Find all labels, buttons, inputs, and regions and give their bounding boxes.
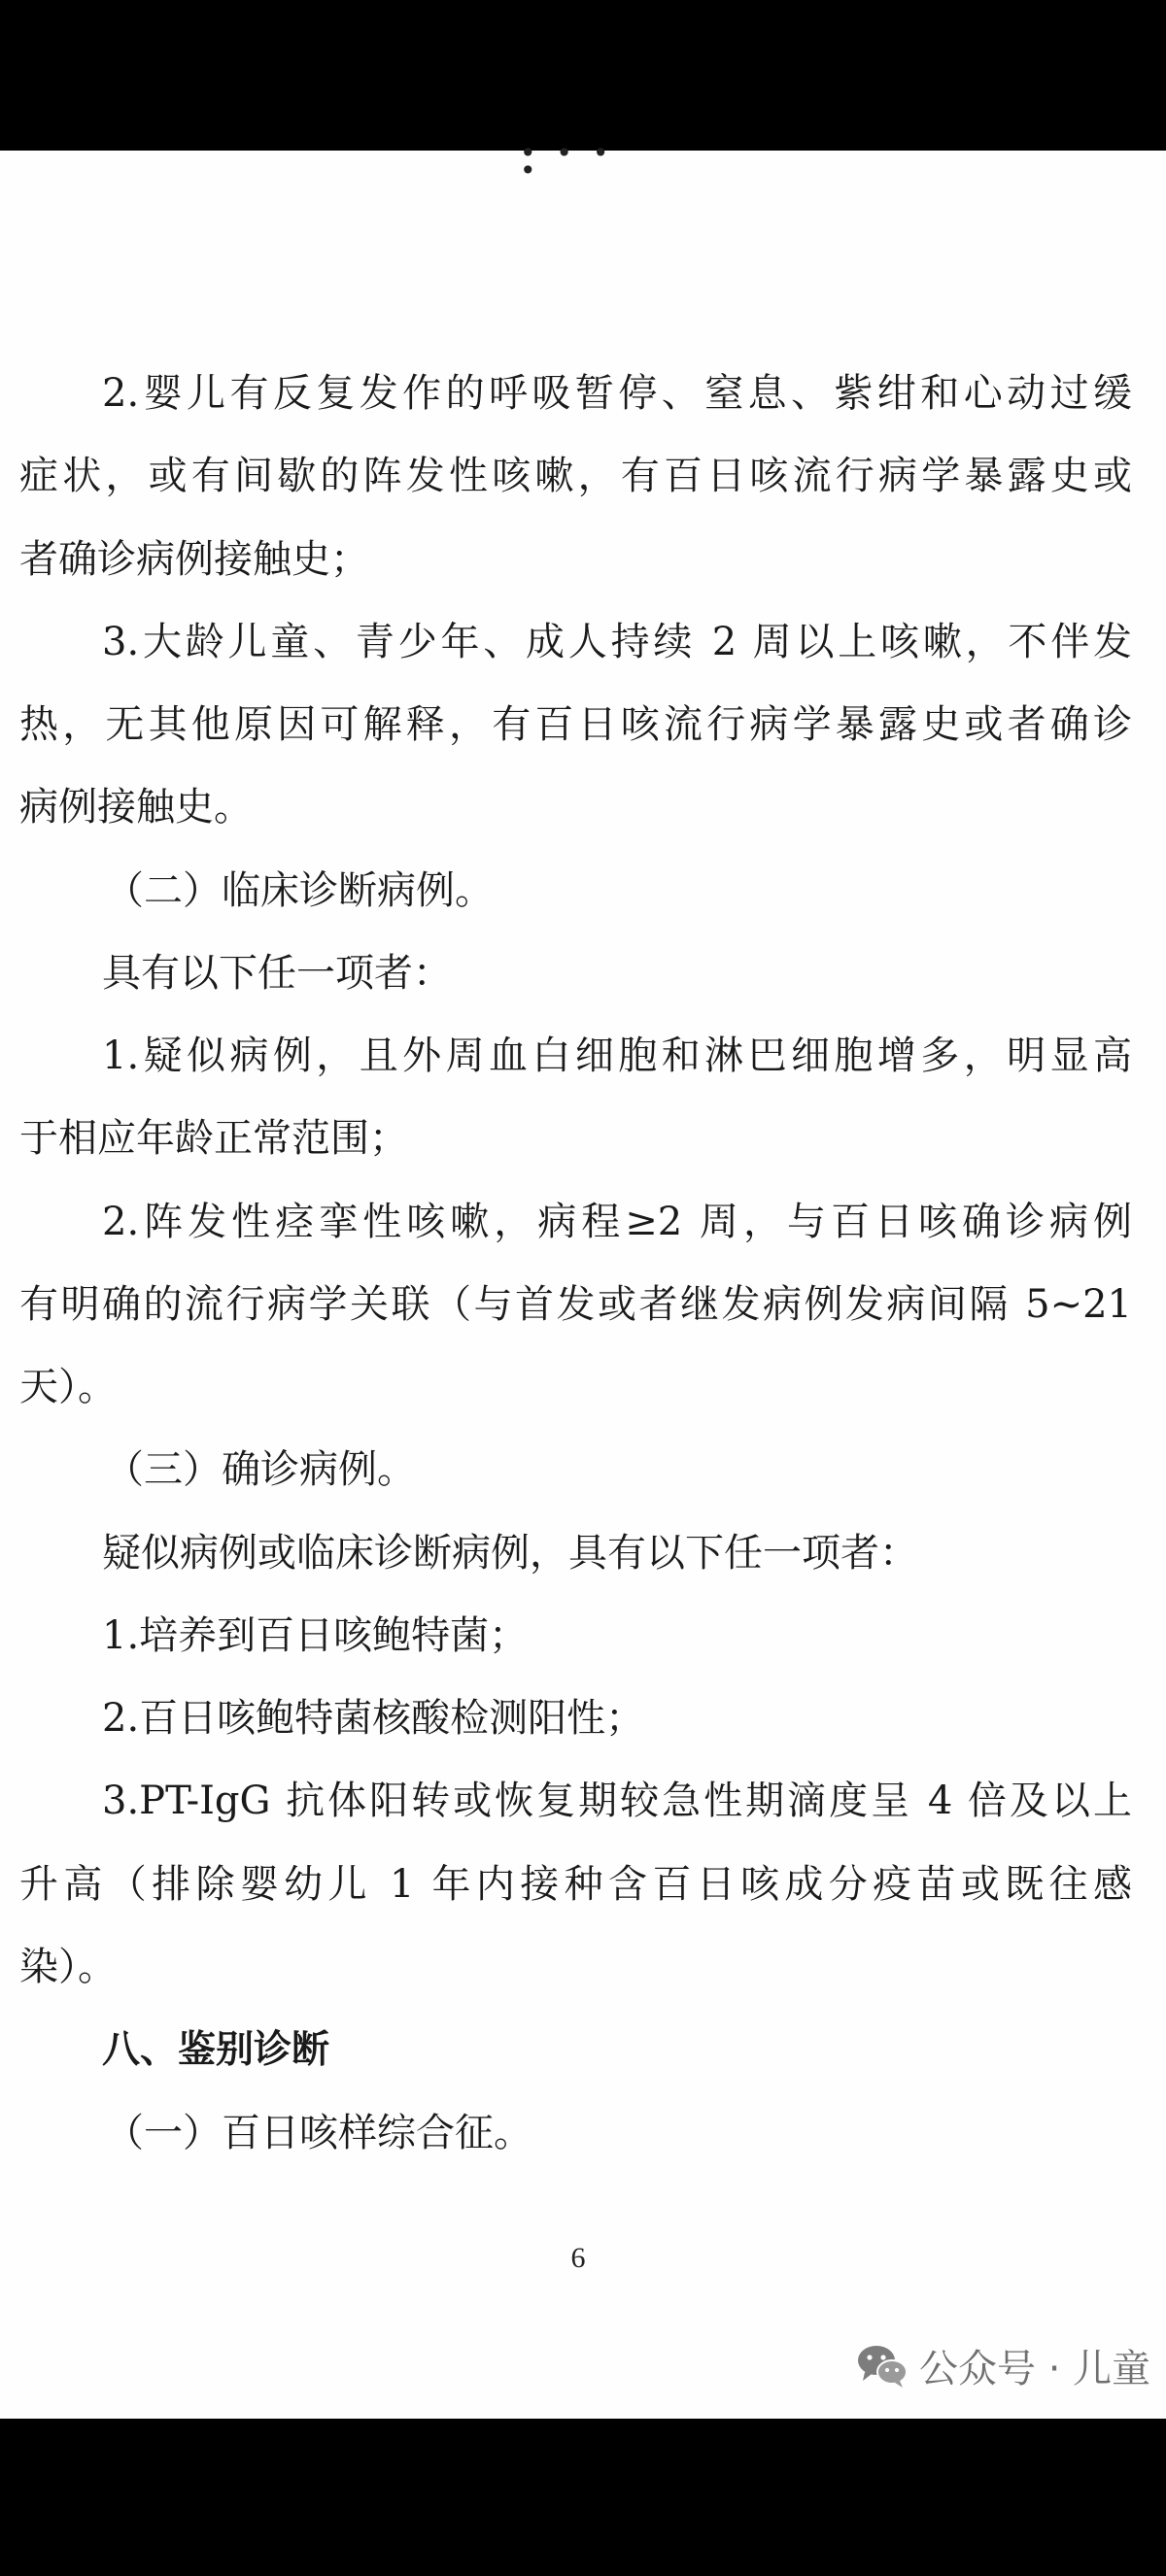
wechat-logo-icon	[855, 2342, 909, 2389]
paragraph-line: 3.PT-IgG 抗体阳转或恢复期较急性期滴度呈 4 倍及以上	[102, 1779, 1132, 1823]
document-page	[0, 137, 1166, 2419]
cropped-header-fragment: • • • •	[520, 137, 615, 186]
paragraph-line: 热，无其他原因可解释，有百日咳流行病学暴露史或者确诊	[19, 702, 1132, 747]
watermark-text: 公众号 · 儿童	[919, 2346, 1151, 2391]
subsection-title: （三）确诊病例。	[105, 1447, 416, 1492]
subsection-title: （二）临床诊断病例。	[105, 868, 494, 913]
paragraph-line: 者确诊病例接触史；	[19, 537, 369, 582]
paragraph-line: 疑似病例或临床诊断病例，具有以下任一项者：	[102, 1531, 918, 1576]
paragraph-line: 1.培养到百日咳鲍特菌；	[102, 1613, 529, 1658]
paragraph-line: 3.大龄儿童、青少年、成人持续 2 周以上咳嗽，不伴发	[102, 620, 1132, 664]
paragraph-line: 升高（排除婴幼儿 1 年内接种含百日咳成分疫苗或既往感	[19, 1862, 1132, 1907]
paragraph-line: 1.疑似病例，且外周血白细胞和淋巴细胞增多，明显高	[102, 1034, 1132, 1078]
paragraph-line: 2.百日咳鲍特菌核酸检测阳性；	[102, 1696, 645, 1741]
page-number: 6	[570, 2242, 586, 2274]
paragraph-line: 2.阵发性痉挛性咳嗽，病程≥2 周，与百日咳确诊病例	[102, 1200, 1132, 1244]
wechat-watermark	[855, 2336, 1150, 2394]
paragraph-line: 病例接触史。	[19, 785, 253, 830]
subsection-title: （一）百日咳样综合征。	[105, 2111, 532, 2155]
paragraph-line: 具有以下任一项者：	[102, 951, 452, 996]
paragraph-line: 于相应年龄正常范围；	[19, 1116, 408, 1161]
paragraph-line: 有明确的流行病学关联（与首发或者继发病例发病间隔 5~21	[19, 1282, 1132, 1327]
paragraph-line: 症状，或有间歇的阵发性咳嗽，有百日咳流行病学暴露史或	[19, 454, 1132, 498]
paragraph-line: 染）。	[19, 1945, 117, 1989]
paragraph-line: 天）。	[19, 1365, 117, 1409]
section-heading: 八、鉴别诊断	[102, 2028, 330, 2072]
paragraph-line: 2.婴儿有反复发作的呼吸暂停、窒息、紫绀和心动过缓	[102, 371, 1132, 416]
